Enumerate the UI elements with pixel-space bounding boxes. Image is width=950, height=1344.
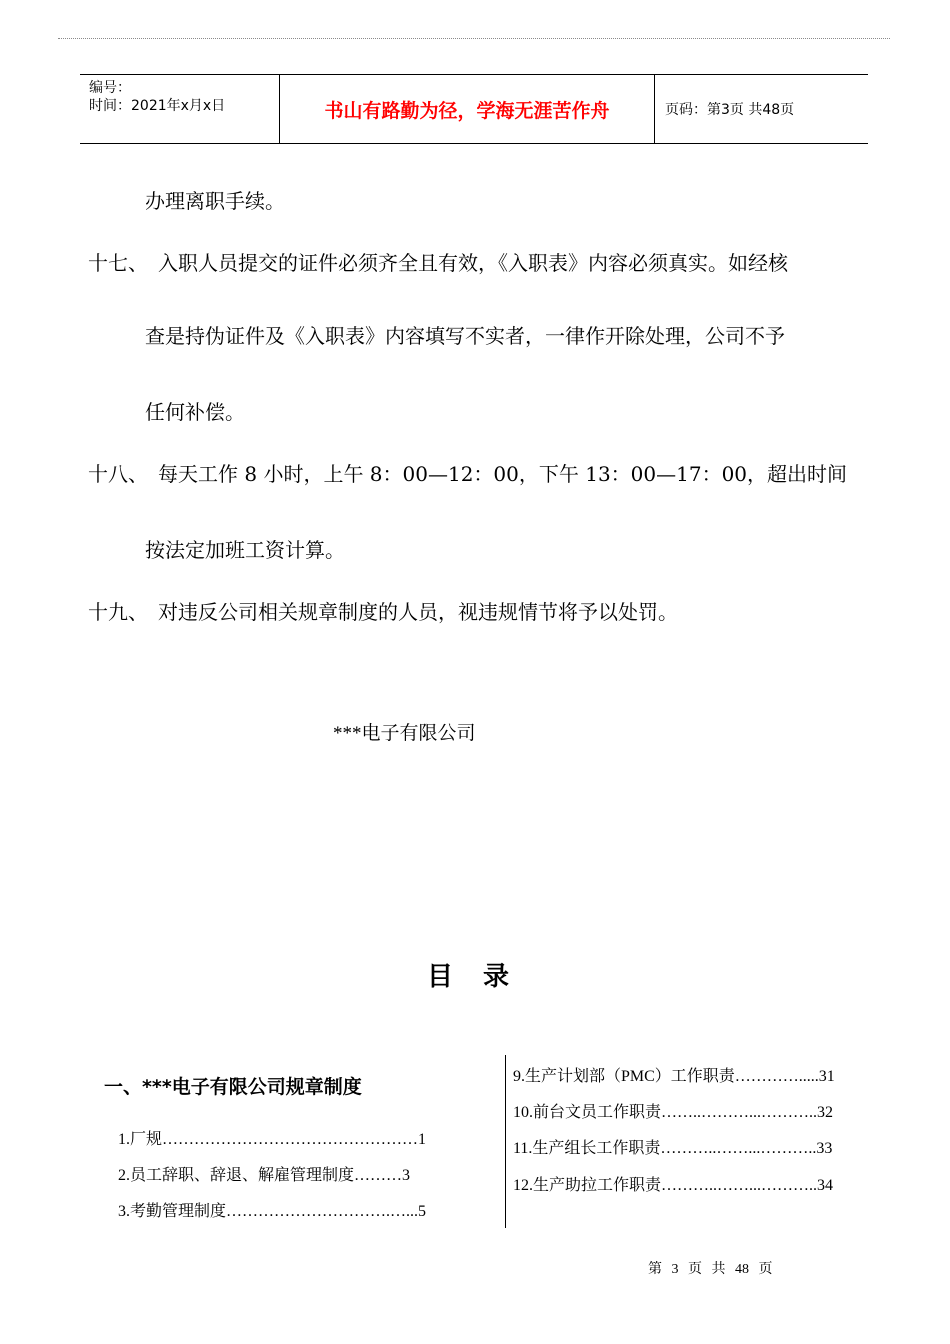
top-dotted-rule [58,38,890,39]
header-meta-cell [80,75,280,143]
clause-number: 十九、 [88,600,148,624]
header-slogan: 书山有路勤为径，学海无涯苦作舟 [280,75,655,143]
body-line: 按法定加班工资计算。 [145,538,345,562]
body-line: 对违反公司相关规章制度的人员，视违规情节将予以处罚。 [158,600,678,624]
toc-column-divider [505,1055,506,1228]
toc-item[interactable]: 2.员工辞职、辞退、解雇管理制度………3 [118,1167,411,1184]
toc-title: 目录 [427,962,540,992]
page-footer: 第 3 页 共 48 页 [648,1262,773,1277]
body-line: 办理离职手续。 [145,189,285,213]
page-header-table [80,74,868,144]
toc-item[interactable]: 3.考勤管理制度………………………….…...5 [118,1203,427,1220]
time-label: 时间：2021年x月x日 [89,98,226,114]
toc-item[interactable]: 10.前台文员工作职责……..………...………..32 [513,1104,834,1121]
toc-item[interactable]: 12.生产助拉工作职责………..……...………..34 [513,1177,834,1194]
clause-number: 十八、 [88,462,148,486]
serial-label: 编号： [89,80,131,96]
toc-item[interactable]: 9.生产计划部（PMC）工作职责………….....31 [513,1068,835,1085]
body-line: 每天工作 8 小时，上午 8：00—12：00，下午 13：00—17：00，超出时间 [158,462,848,486]
toc-section-heading: 一、***电子有限公司规章制度 [104,1076,362,1098]
body-line: 入职人员提交的证件必须齐全且有效，《入职表》内容必须真实。如经核 [158,251,788,275]
toc-item[interactable]: 1.厂规…………………………………………1 [118,1131,427,1148]
body-line: 查是持伪证件及《入职表》内容填写不实者，一律作开除处理，公司不予 [145,324,785,348]
body-line: 任何补偿。 [145,400,245,424]
company-name: ***电子有限公司 [333,723,476,744]
toc-item[interactable]: 11.生产组长工作职责………..……...………..33 [513,1140,833,1157]
header-page-info: 页码：第3页 共48页 [665,102,795,118]
clause-number: 十七、 [88,251,148,275]
